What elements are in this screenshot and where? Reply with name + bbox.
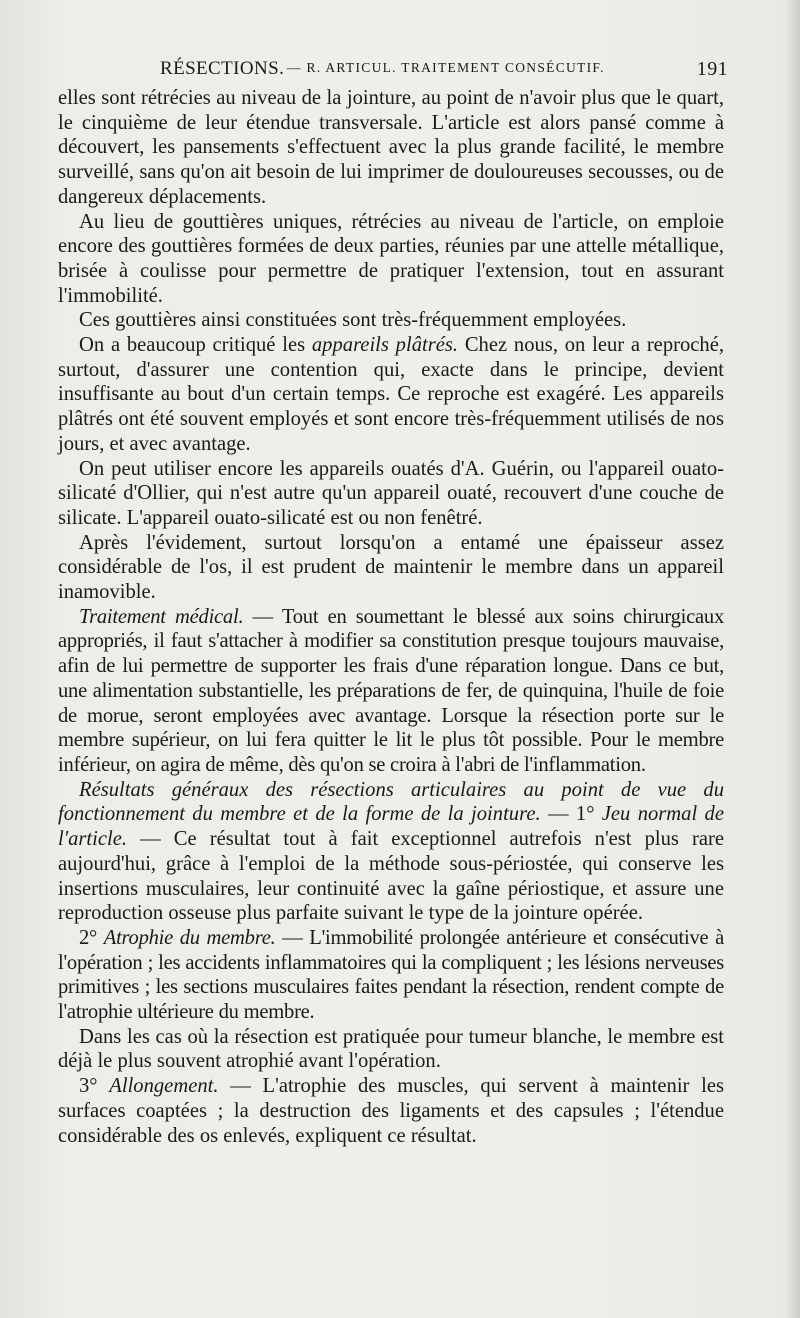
paragraph-text: 3° (79, 1075, 110, 1098)
page-edge-shadow (786, 0, 800, 1318)
paragraph (58, 457, 724, 531)
italic-term: appareils plâtrés. (311, 334, 459, 357)
italic-heading: Traitement médical. (79, 605, 244, 628)
paragraph-text: Ces gouttières ainsi constituées sont très-fréquemment employées. (79, 309, 627, 332)
paragraph-text: Après l'évidement, surtout lorsqu'on a entamé une épaisseur assez considérable de l'os, il est prudent de maintenir le membre dans un appareil inamovible. (58, 531, 724, 604)
paragraph-text: On a beaucoup critiqué les (79, 334, 312, 357)
paragraph-text: 2° (79, 926, 104, 949)
section-title: RÉSECTIONS. (160, 58, 285, 79)
paragraph (58, 86, 724, 210)
paragraph-text: Au lieu de gouttières uniques, rétrécies au niveau de l'article, on emploie encore des gouttières formées de deux parties, réunies par une attelle métallique, brisée à coulisse pour permettre de pratiquer l'extension, tout en assurant l'immobilité. (58, 210, 724, 307)
paragraph-text: — L'immobilité prolongée antérieure et consécutive à l'opération ; les accidents inflammatoires qui la compliquent ; les lésions nerveuses primitives ; les sections musculaires faites pendant la résection, rendent compte de l'atrophie ultérieure du membre. (58, 926, 724, 1024)
paragraph (58, 778, 724, 926)
paragraph-text: Chez nous, on leur a reproché, surtout, d'assurer une contention qui, exacte dans le principe, devient insuffisante au bout d'un certain temps. Ce reproche est exagéré. Les appareils plâtrés ont été souvent employés et sont encore très-fréquemment utilisés de nos jours, et avec avantage. (58, 334, 724, 455)
paragraph (58, 926, 724, 1025)
italic-heading: Jeu normal de l'article. (58, 803, 724, 851)
paragraph (58, 1074, 724, 1148)
page-number: 191 (696, 58, 728, 80)
paragraph-text: — Tout en soumettant le blessé aux soins chirurgicaux appropriés, il faut s'attacher à modifier sa constitution presque toujours mauvaise, afin de lui permettre de supporter les frais d'une réparation longue. Dans ce but, une alimentation substantielle, les préparations de fer, de quinquina, l'huile de foie de morue, seront employées avec avantage. Lorsque la résection porte sur le membre supérieur, on lui fera quitter le lit le plus tôt possible. Pour le membre inférieur, on agira de même, dès qu'on se croira à l'abri de l'inflammation. (58, 605, 724, 776)
paragraph (58, 333, 724, 457)
paragraph-text: — 1° (540, 803, 602, 826)
italic-heading: Atrophie du membre. (103, 926, 276, 949)
paragraph-text: — Ce résultat tout à fait exceptionnel autrefois n'est plus rare aujourd'hui, grâce à l'emploi de la méthode sous-périostée, qui conserve les insertions musculaires, leur continuité avec la gaîne périostique, et assure une reproduction osseuse plus parfaite suivant le type de la jointure opérée. (58, 828, 724, 925)
body-text (58, 86, 724, 1148)
italic-heading: Résultats généraux des résections articulaires au point de vue du fonctionnement du membre et de la forme de la jointure. (58, 778, 724, 826)
paragraph (58, 605, 724, 778)
paragraph (58, 531, 724, 605)
italic-heading: Allongement. (109, 1075, 219, 1098)
paragraph-text: Dans les cas où la résection est pratiquée pour tumeur blanche, le membre est déjà le plus souvent atrophié avant l'opération. (58, 1025, 724, 1073)
paragraph-text: — L'atrophie des muscles, qui servent à maintenir les surfaces coaptées ; la destruction des ligaments et des capsules ; l'étendue considérable des os enlevés, expliquent ce résultat. (58, 1075, 725, 1147)
paragraph (58, 210, 724, 309)
paragraph (58, 1025, 724, 1074)
paragraph-text: elles sont rétrécies au niveau de la jointure, au point de n'avoir plus que le quart, le cinquième de leur étendue transversale. L'article est alors pansé comme à découvert, les pansements s'effectuent avec la plus grande facilité, le membre surveillé, sans qu'on ait besoin de lui imprimer de douloureuses secousses, ou de dangereux déplacements. (58, 87, 724, 208)
paragraph (58, 308, 724, 333)
running-header (150, 58, 728, 88)
paragraph-text: On peut utiliser encore les appareils ouatés d'A. Guérin, ou l'appareil ouato-silicaté d'Ollier, qui n'est autre qu'un appareil ouaté, recouvert d'une couche de silicate. L'appareil ouato-silicaté est ou non fenêtré. (58, 457, 724, 529)
header-subtitle: — R. ARTICUL. TRAITEMENT CONSÉCUTIF. (287, 60, 605, 75)
